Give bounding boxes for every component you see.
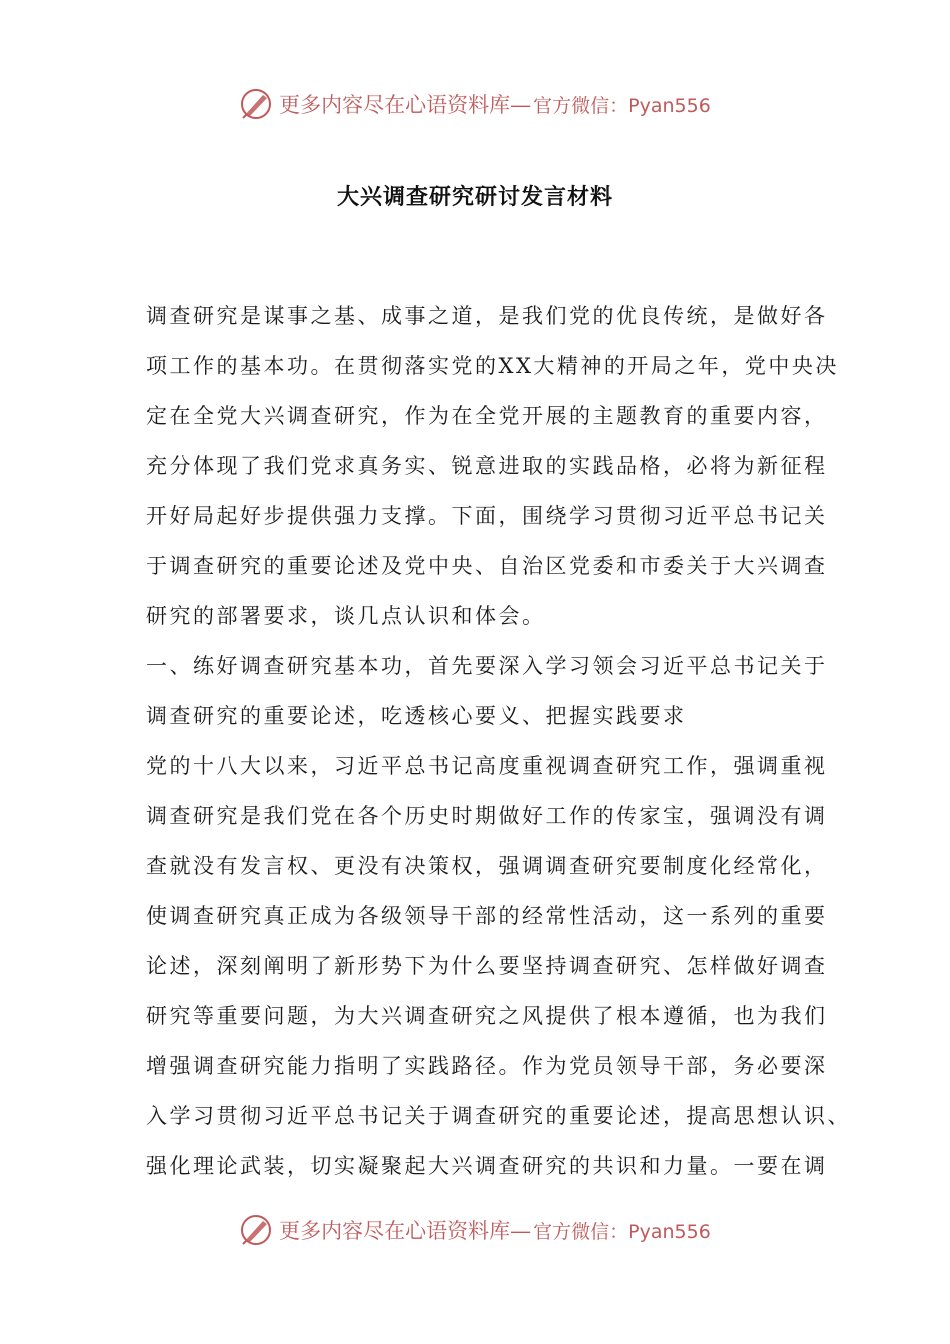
text-line: 强化理论武装，切实凝聚起大兴调查研究的共识和力量。一要在调 [146, 1154, 828, 1178]
text-line: 党的十八大以来，习近平总书记高度重视调查研究工作，强调重视 [146, 754, 828, 778]
header-banner [0, 84, 950, 124]
text-line: 于调查研究的重要论述及党中央、自治区党委和市委关于大兴调查 [146, 554, 828, 578]
banner-main-text: 更多内容尽在心语资料库— [279, 93, 532, 117]
text-line: 调查研究是谋事之基、成事之道，是我们党的优良传统，是做好各 [146, 304, 828, 328]
document-body [146, 291, 851, 1191]
text-line: 研究等重要问题，为大兴调查研究之风提供了根本遵循，也为我们 [146, 1004, 828, 1028]
banner-wechat-text: 官方微信：Pyan556 [533, 94, 711, 117]
text-line: 入学习贯彻习近平总书记关于调查研究的重要论述，提高思想认识、 [146, 1104, 851, 1128]
text-line: 充分体现了我们党求真务实、锐意进取的实践品格，必将为新征程 [146, 454, 828, 478]
text-line: 论述，深刻阐明了新形势下为什么要坚持调查研究、怎样做好调查 [146, 954, 828, 978]
text-line: 调查研究是我们党在各个历史时期做好工作的传家宝，强调没有调 [146, 804, 828, 828]
pen-logo-icon [239, 87, 273, 121]
section-heading-line: 一、练好调查研究基本功，首先要深入学习领会习近平总书记关于 [146, 654, 828, 678]
text-line: 定在全党大兴调查研究，作为在全党开展的主题教育的重要内容， [146, 404, 828, 428]
footer-banner [0, 1210, 950, 1250]
document-title: 大兴调查研究研讨发言材料 [336, 185, 613, 210]
banner-main-text: 更多内容尽在心语资料库— [279, 1219, 532, 1243]
text-line: 项工作的基本功。在贯彻落实党的XX大精神的开局之年，党中央决 [146, 354, 839, 378]
text-line: 查就没有发言权、更没有决策权，强调调查研究要制度化经常化， [146, 854, 828, 878]
text-line: 使调查研究真正成为各级领导干部的经常性活动，这一系列的重要 [146, 904, 828, 928]
text-line: 增强调查研究能力指明了实践路径。作为党员领导干部，务必要深 [146, 1054, 828, 1078]
section-heading-line: 调查研究的重要论述，吃透核心要义、把握实践要求 [146, 704, 687, 728]
text-line: 开好局起好步提供强力支撑。下面，围绕学习贯彻习近平总书记关 [146, 504, 828, 528]
text-line: 研究的部署要求，谈几点认识和体会。 [146, 604, 546, 628]
pen-logo-icon [239, 1213, 273, 1247]
banner-wechat-text: 官方微信：Pyan556 [533, 1220, 711, 1243]
